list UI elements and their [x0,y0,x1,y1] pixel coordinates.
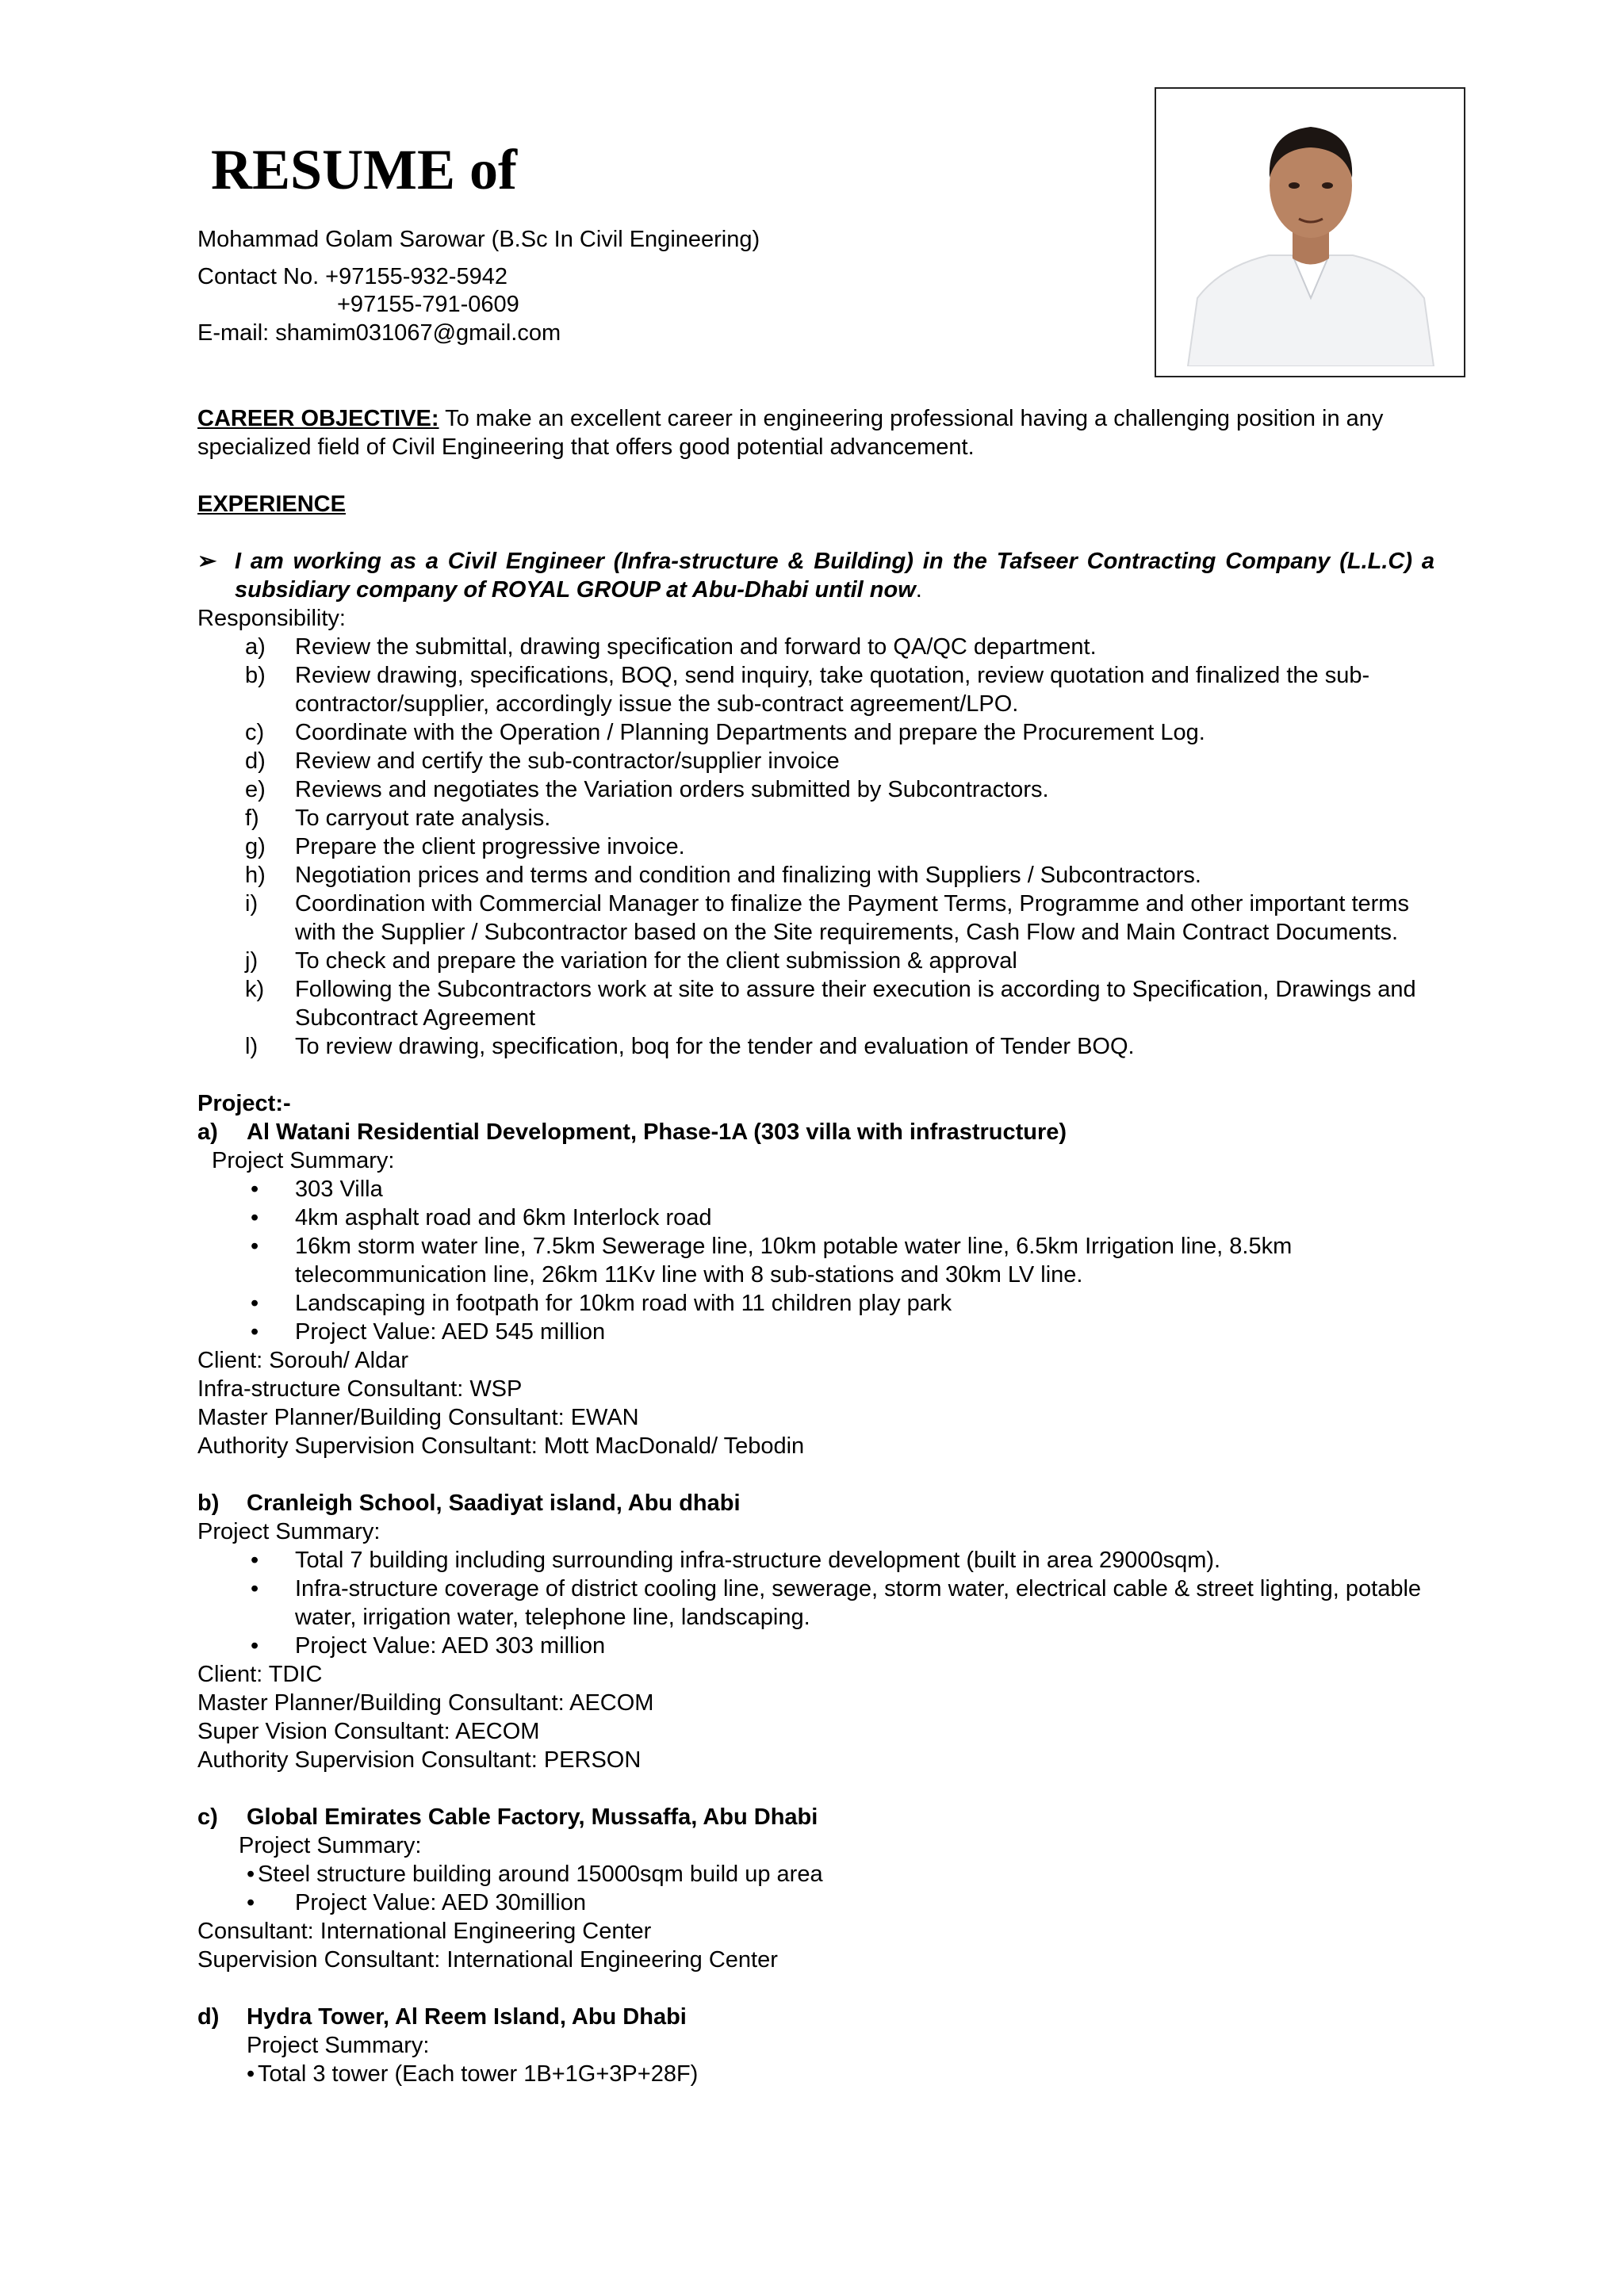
list-item: • 303 Villa [251,1177,383,1202]
project-c-title: c) Global Emirates Cable Factory, Mussaffa, Abu Dhabi [197,1804,818,1830]
list-item: e) Reviews and negotiates the Variation orders submitted by Subcontractors. [245,777,1049,802]
project-heading: Project:- [197,1091,291,1116]
list-item: • Landscaping in footpath for 10km road with 11 children play park [251,1291,952,1316]
project-b-summary-label: Project Summary: [197,1519,381,1544]
project-a-summary-list [197,1175,1434,1346]
list-item: • 4km asphalt road and 6km Interlock road [251,1205,712,1230]
project-d-title: d) Hydra Tower, Al Reem Island, Abu Dhabi [197,2004,687,2030]
list-item: • Project Value: AED 303 million [251,1633,606,1659]
responsibility-label: Responsibility: [197,606,346,631]
project-c-consultant: Consultant: International Engineering Center [197,1919,652,1944]
project-b-client: Client: TDIC [197,1662,323,1687]
list-item: j) To check and prepare the variation for the client submission & approval [245,948,1017,974]
project-d-summary-list [197,2060,1434,2088]
arrow-bullet-icon: ➢ [197,549,217,574]
email-line: E-mail: shamim031067@gmail.com [197,320,561,346]
project-b-supervision: Super Vision Consultant: AECOM [197,1719,540,1744]
career-objective-text: To make an excellent career in engineering professional having a challenging position in any specialized field of Civil Engineering that offers good potential advancement. [197,406,1384,460]
list-item: d) Review and certify the sub-contractor/supplier invoice [245,748,840,774]
experience-intro-text: I am working as a Civil Engineer (Infra-structure & Building) in the Tafseer Contracting Company (L.L.C) a subsidiary company of ROYAL GROUP at Abu-Dhabi until now [235,549,1434,603]
resume-body [197,404,1434,2088]
list-item: h) Negotiation prices and terms and condition and finalizing with Suppliers / Subcontractors. [245,863,1201,888]
project-a-planner: Master Planner/Building Consultant: EWAN [197,1405,639,1430]
list-item: f) To carryout rate analysis. [245,806,551,831]
list-item: • Project Value: AED 30million [247,1890,586,1915]
career-objective-label: CAREER OBJECTIVE: [197,406,439,431]
list-item: b) Review drawing, specifications, BOQ, send inquiry, take quotation, review quotation and finalized the sub-contractor/supplier, accordingly issue the sub-contract agreement/LPO. [245,663,1370,717]
list-item: c) Coordinate with the Operation / Planning Departments and prepare the Procurement Log. [245,720,1205,745]
project-a-title: a) Al Watani Residential Development, Phase-1A (303 villa with infrastructure) [197,1119,1067,1145]
contact-number: Contact No. +97155-932-5942 [197,264,508,289]
project-a-summary-label: Project Summary: [212,1148,395,1173]
project-b-authority: Authority Supervision Consultant: PERSON [197,1747,642,1773]
list-item: • Project Value: AED 545 million [251,1319,606,1345]
candidate-name: Mohammad Golam Sarowar (B.Sc In Civil Engineering) [197,227,760,252]
project-a-infra-consultant: Infra-structure Consultant: WSP [197,1376,523,1402]
contact-number-alt: +97155-791-0609 [337,292,519,317]
list-item: i) Coordination with Commercial Manager to finalize the Payment Terms, Programme and other important terms with the Supplier / Subcontractor based on the Site requirements, Cash Flow and Main Contract Documents. [245,891,1409,945]
list-item: g) Prepare the client progressive invoice. [245,834,685,859]
profile-photo [1155,87,1465,377]
list-item: • 16km storm water line, 7.5km Sewerage line, 10km potable water line, 6.5km Irrigation line, 8.5km telecommunication line, 26km 11Kv line with 8 sub-stations and 30km LV line. [251,1234,1293,1288]
project-b-title: b) Cranleigh School, Saadiyat island, Abu dhabi [197,1490,741,1516]
project-b-summary-list [197,1546,1434,1660]
responsibility-list [197,633,1434,1061]
project-c-supervision: Supervision Consultant: International Engineering Center [197,1947,778,1973]
list-item: • Total 3 tower (Each tower 1B+1G+3P+28F) [247,2061,699,2087]
project-c-summary-label: Project Summary: [239,1833,422,1858]
resume-title: RESUME of [211,138,518,201]
project-b-planner: Master Planner/Building Consultant: AECOM [197,1690,654,1716]
project-a-client: Client: Sorouh/ Aldar [197,1348,408,1373]
list-item: • Infra-structure coverage of district cooling line, sewerage, storm water, electrical cable & street lighting, potable water, irrigation water, telephone line, landscaping. [251,1576,1422,1630]
project-c-summary-list [197,1860,1434,1917]
list-item: • Steel structure building around 15000sqm build up area [247,1862,823,1887]
person-portrait-icon [1174,100,1448,366]
project-d-summary-label: Project Summary: [247,2033,430,2058]
experience-intro: ➢ I am working as a Civil Engineer (Infra-structure & Building) in the Tafseer Contracting Company (L.L.C) a subsidiary company of ROYAL GROUP at Abu-Dhabi until now. [197,549,1434,603]
project-a-authority: Authority Supervision Consultant: Mott MacDonald/ Tebodin [197,1433,805,1459]
experience-heading: EXPERIENCE [197,492,346,517]
career-objective [197,404,1434,461]
list-item: • Total 7 building including surrounding infra-structure development (built in area 29000sqm). [251,1548,1221,1573]
list-item: k) Following the Subcontractors work at site to assure their execution is according to Specification, Drawings and Subcontract Agreement [245,977,1416,1031]
list-item: l) To review drawing, specification, boq for the tender and evaluation of Tender BOQ. [245,1034,1135,1059]
list-item: a) Review the submittal, drawing specification and forward to QA/QC department. [245,634,1097,660]
